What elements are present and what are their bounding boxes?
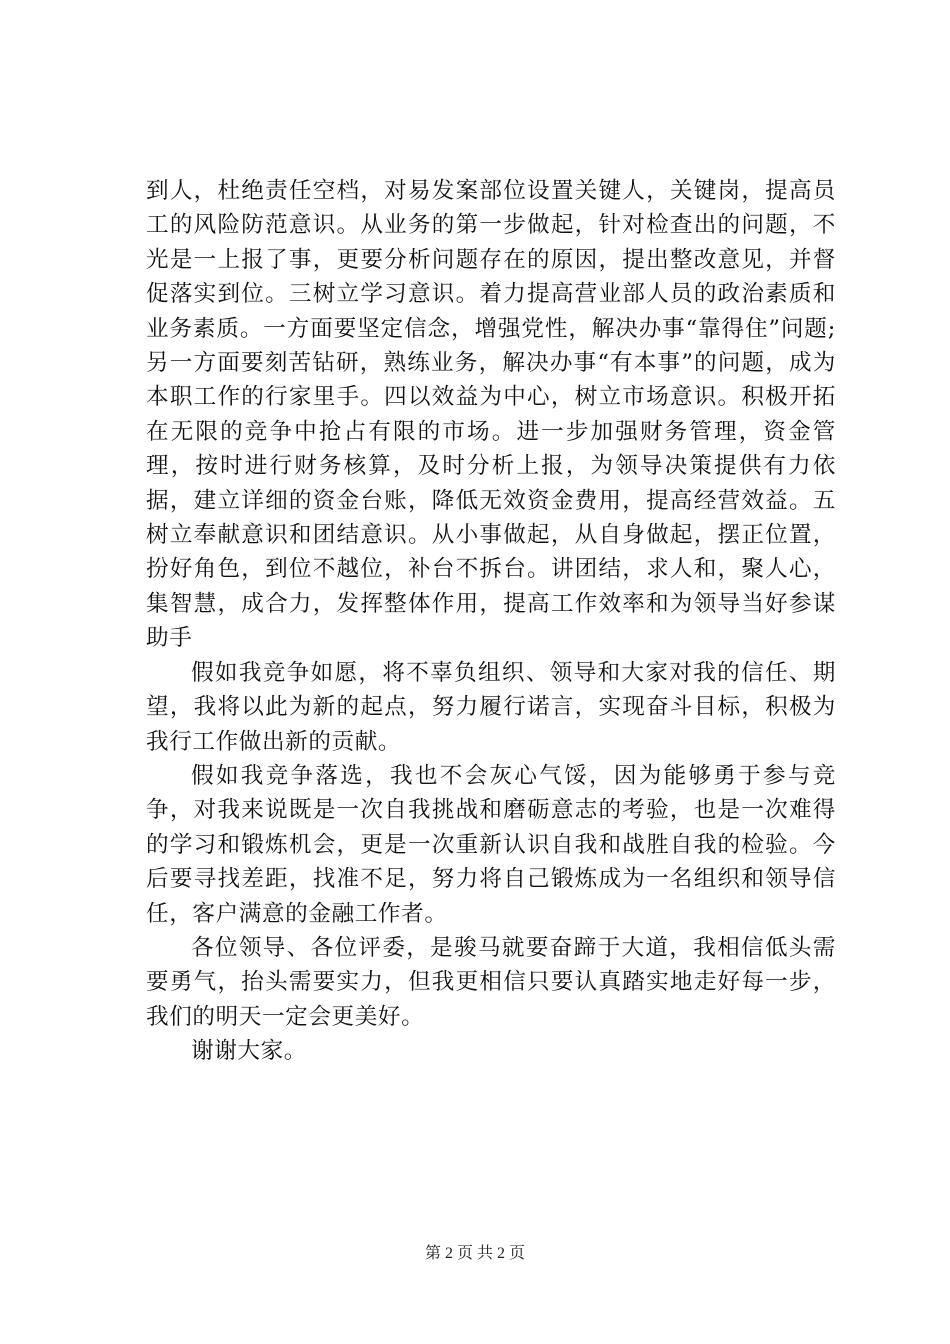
page-number-footer: 第 2 页 共 2 页 bbox=[424, 1245, 525, 1262]
paragraph-responsibility: 到人，杜绝责任空档，对易发案部位设置关键人，关键岗，提高员工的风险防范意识。从业务的第一步做起，针对检查出的问题，不光是一上报了事，更要分析问题存在的原因，提出整改意见，并督促落实到位。三树立学习意识。着力提高营业部人员的政治素质和业务素质。一方面要坚定信念，增强党性，解决办事“靠得住”问题;另一方面要刻苦钻研，熟练业务，解决办事“有本事”的问题，成为本职工作的行家里手。四以效益为中心，树立市场意识。积极开拓在无限的竞争中抢占有限的市场。进一步加强财务管理，资金管理，按时进行财务核算，及时分析上报，为领导决策提供有力依据，建立详细的资金台账，降低无效资金费用，提高经营效益。五树立奉献意识和团结意识。从小事做起，从自身做起，摆正位置，扮好角色，到位不越位，补台不拆台。讲团结，求人和，聚人心，集智慧，成合力，发挥整体作用，提高工作效率和为领导当好参谋助手 bbox=[146, 178, 836, 652]
paragraph-closing-remarks: 各位领导、各位评委，是骏马就要奋蹄于大道，我相信低头需要勇气，抬头需要实力，但我更相信只要认真踏实地走好每一步，我们的明天一定会更美好。 bbox=[146, 934, 836, 1030]
paragraph-if-not-selected: 假如我竞争落选，我也不会灰心气馁，因为能够勇于参与竞争，对我来说既是一次自我挑战和磨砺意志的考验，也是一次难得的学习和锻炼机会，更是一次重新认识自我和战胜自我的检验。今后要寻找差距，找准不足，努力将自己锻炼成为一名组织和领导信任，客户满意的金融工作者。 bbox=[146, 762, 836, 927]
document-body bbox=[146, 174, 836, 1069]
paragraph-thanks: 谢谢大家。 bbox=[191, 1038, 307, 1065]
paragraph-if-selected: 假如我竞争如愿，将不辜负组织、领导和大家对我的信任、期望，我将以此为新的起点，努力履行诺言，实现奋斗目标，积极为我行工作做出新的贡献。 bbox=[146, 659, 836, 755]
